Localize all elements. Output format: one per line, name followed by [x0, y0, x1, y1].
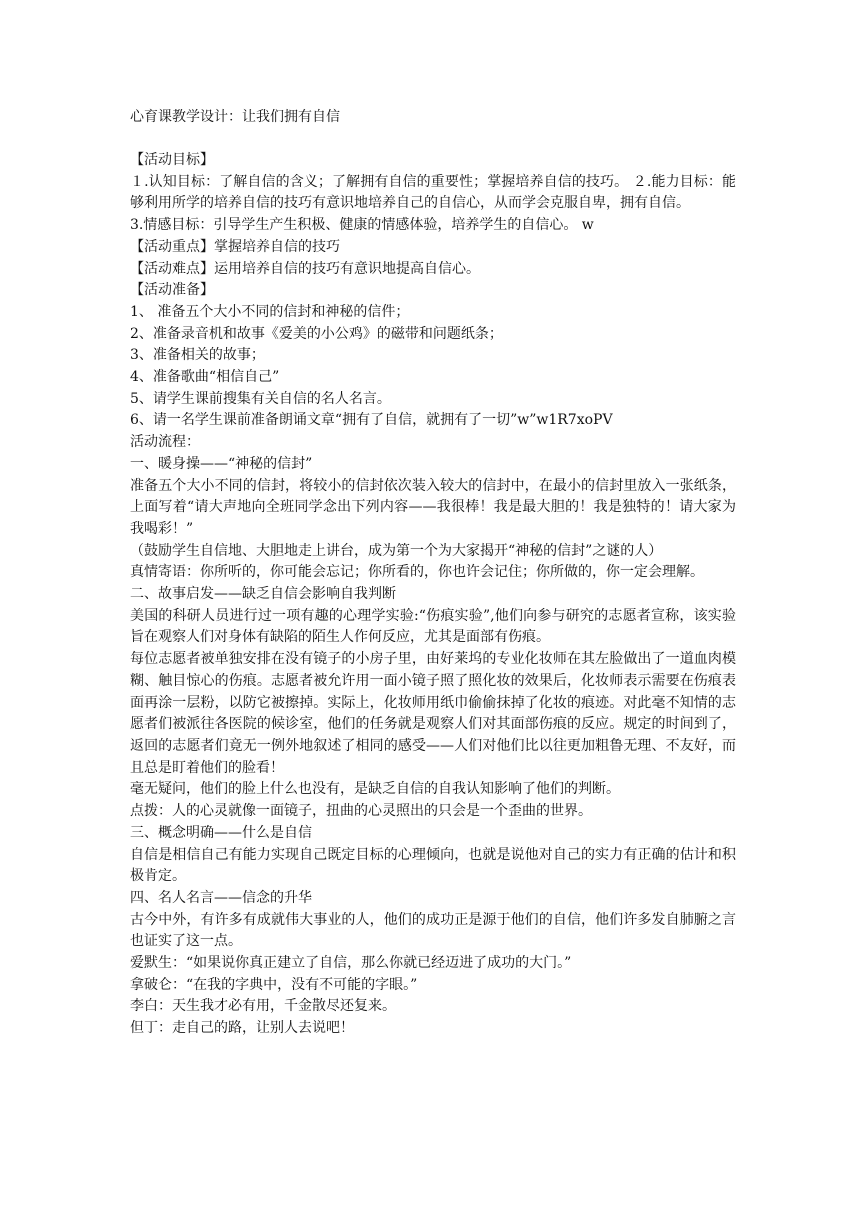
- paragraph-story-intro: 美国的科研人员进行过一项有趣的心理学实验:“伤痕实验”,他们向参与研究的志愿者宣称，该实验旨在观察人们对身体有缺陷的陌生人作何反应，尤其是面部有伤痕。: [130, 607, 736, 646]
- paragraph-quotes-intro: 古今中外，有许多有成就伟大事业的人，他们的成功正是源于他们的自信，他们许多发自肺腑之言也证实了这一点。: [130, 911, 736, 950]
- paragraph-concept-definition: 自信是相信自己有能力实现自己既定目标的心理倾向，也就是说他对自己的实力有正确的估计和积极肯定。: [130, 846, 736, 885]
- section-heading-quotes: 四、名人名言——信念的升华: [130, 889, 312, 906]
- paragraph-emotional-goal: 3.情感目标：引导学生产生积极、健康的情感体验，培养学生的自信心。 w: [130, 217, 594, 234]
- list-item-prep-1: 1、 准备五个大小不同的信封和神秘的信件；: [130, 303, 410, 320]
- section-heading-warmup: 一、暖身操——“神秘的信封”: [130, 455, 313, 472]
- section-heading-concept: 三、概念明确——什么是自信: [130, 824, 312, 841]
- paragraph-cognitive-ability-goals: １.认知目标：了解自信的含义；了解拥有自信的重要性；掌握培养自信的技巧。 ２.能力目标：能够利用所学的培养自信的技巧有意识地培养自己的自信心，从而学会克服自卑，拥有自信。: [130, 173, 736, 212]
- paragraph-story-conclusion: 毫无疑问，他们的脸上什么也没有，是缺乏自信的自我认知影响了他们的判断。: [130, 781, 620, 798]
- paragraph-story-body: 每位志愿者被单独安排在没有镜子的小房子里，由好莱坞的专业化妆师在其左脸做出了一道血肉模糊、触目惊心的伤痕。志愿者被允许用一面小镜子照了照化妆的效果后，化妆师表示需要在伤痕表面再涂一层粉，以防它被擦掉。实际上，化妆师用纸巾偷偷抹掉了化妆的痕迹。对此毫不知情的志愿者们被派往各医院的候诊室，他们的任务就是观察人们对其面部伤痕的反应。规定的时间到了，返回的志愿者们竟无一例外地叙述了相同的感受——人们对他们比以往更加粗鲁无理、不友好，而且总是盯着他们的脸看！: [130, 651, 736, 776]
- quote-dante: 但丁：走自己的路，让别人去说吧！: [130, 1020, 354, 1037]
- document-page: [130, 106, 736, 1040]
- list-item-prep-5: 5、请学生课前搜集有关自信的名人名言。: [130, 390, 391, 407]
- list-item-prep-6: 6、请一名学生课前准备朗诵文章“拥有了自信，就拥有了一切”w”w1R7xoPV: [130, 412, 613, 429]
- section-heading-story: 二、故事启发——缺乏自信会影响自我判断: [130, 586, 396, 603]
- section-heading-preparation: 【活动准备】: [130, 282, 214, 299]
- paragraph-warmup-description: 准备五个大小不同的信封，将较小的信封依次装入较大的信封中，在最小的信封里放入一张纸条，上面写着“请大声地向全班同学念出下列内容——我很棒！我是最大胆的！我是独特的！请大家为我喝彩！”: [130, 477, 736, 537]
- list-item-prep-4: 4、准备歌曲“相信自己”: [130, 369, 280, 386]
- section-heading-activity-goals: 【活动目标】: [130, 152, 214, 168]
- paragraph-sincere-message: 真情寄语：你所听的，你可能会忘记；你所看的，你也许会记住；你所做的，你一定会理解。: [130, 564, 704, 581]
- section-heading-process: 活动流程：: [130, 434, 200, 451]
- paragraph-difficulty: 【活动难点】运用培养自信的技巧有意识地提高自信心。: [130, 260, 480, 277]
- quote-emerson: 爱默生：“如果说你真正建立了自信，那么你就已经迈进了成功的大门。”: [130, 955, 572, 972]
- list-item-prep-3: 3、准备相关的故事；: [130, 347, 265, 364]
- paragraph-key-point: 【活动重点】掌握培养自信的技巧: [130, 238, 340, 255]
- list-item-prep-2: 2、准备录音机和故事《爱美的小公鸡》的磁带和问题纸条；: [130, 325, 503, 342]
- paragraph-warmup-note: （鼓励学生自信地、大胆地走上讲台，成为第一个为大家揭开“神秘的信封”之谜的人）: [130, 542, 663, 559]
- quote-li-bai: 李白：天生我才必有用，千金散尽还复来。: [130, 998, 396, 1015]
- document-title: 心育课教学设计：让我们拥有自信: [130, 109, 340, 125]
- quote-napoleon: 拿破仑：“在我的字典中，没有不可能的字眼。”: [130, 976, 418, 993]
- paragraph-story-hint: 点拨：人的心灵就像一面镜子，扭曲的心灵照出的只会是一个歪曲的世界。: [130, 803, 592, 820]
